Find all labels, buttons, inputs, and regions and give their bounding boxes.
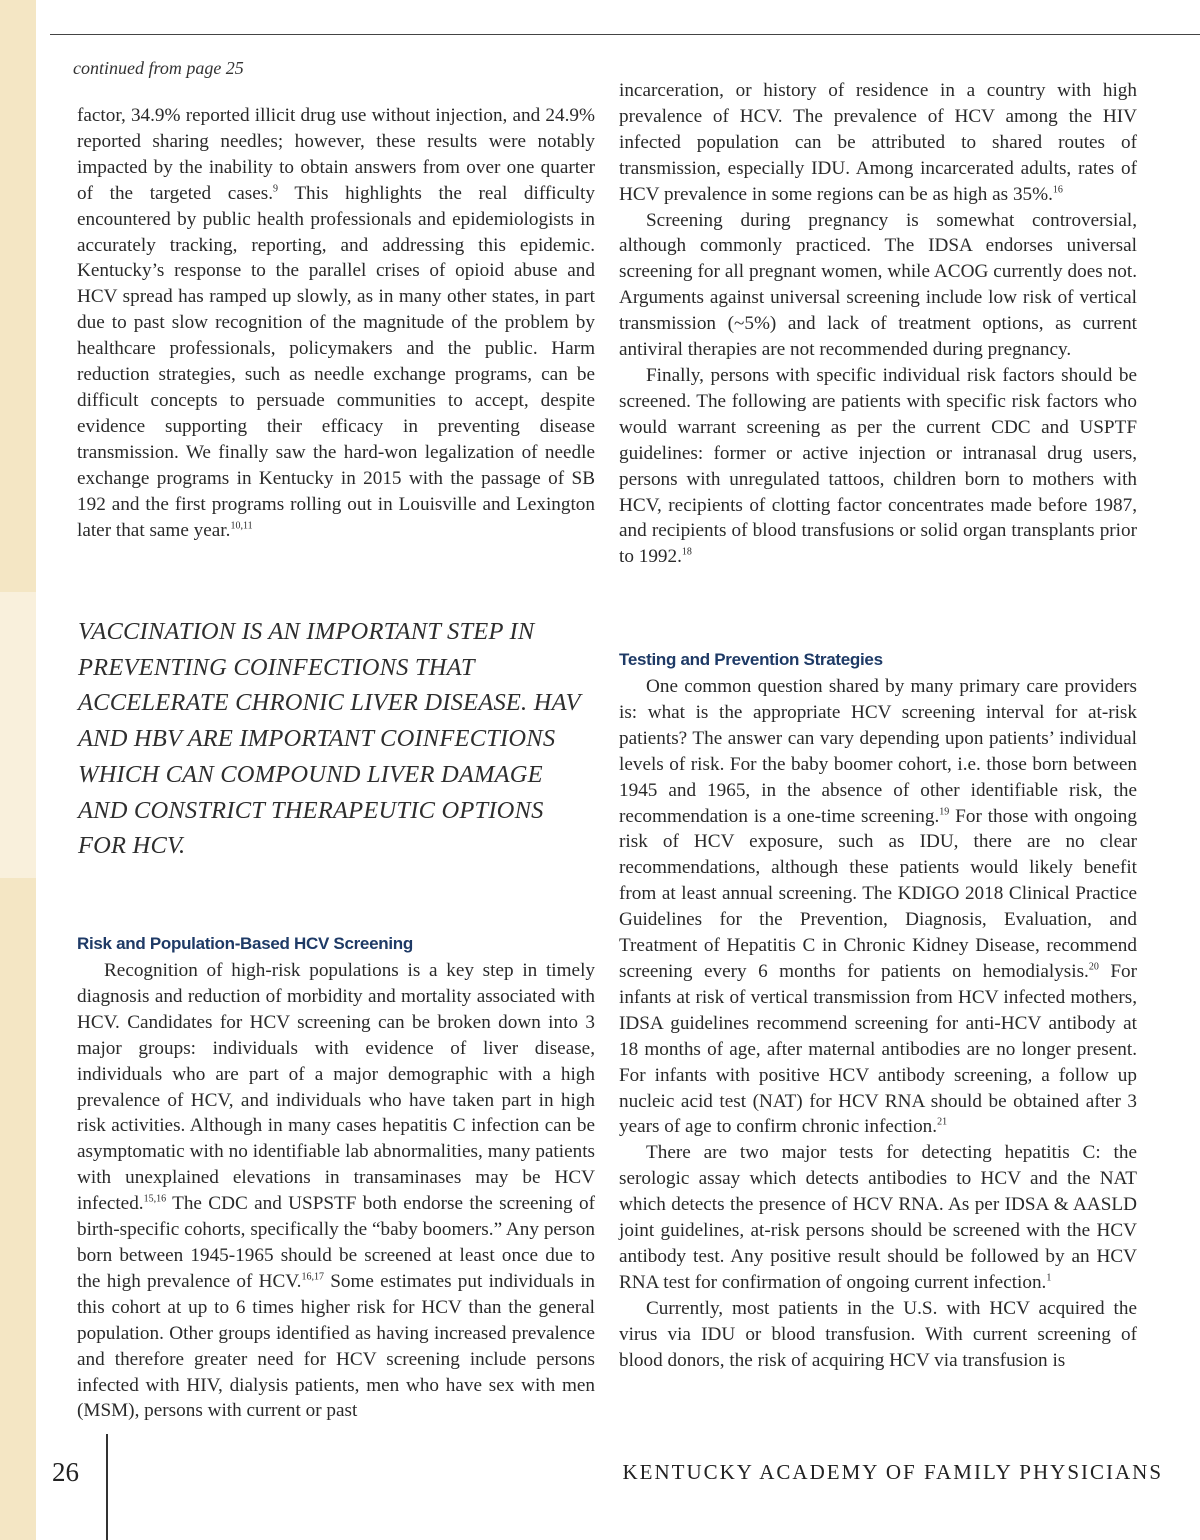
citation: 1 — [1046, 1272, 1052, 1284]
right-paragraph-1: incarceration, or history of residence in a country with high prevalence of HCV. The prevalence of HCV among the HIV infected population can be attributed to shared routes of transmission, especially IDU. Among incarcerated adults, rates of HCV prevalence in some regions can be as high as 35%.$^{16}$ — [619, 80, 1137, 205]
citation: 19 — [939, 806, 950, 818]
left-column-bottom — [77, 958, 595, 1424]
header-rule — [50, 34, 1200, 35]
right-paragraph-3: Finally, persons with specific individual risk factors should be screened. The following are patients with specific risk factors who would warrant screening as per the current CDC and USPTF guidelines: former or active injection or intranasal drug users, persons with unregulated tattoos, children born to mothers with HCV, recipients of clotting factor concentrates made before 1987, and recipients of blood transfusions or solid organ transplants prior to 1992.18 — [619, 364, 1137, 568]
citation: 21 — [937, 1117, 948, 1129]
right-paragraph-4: One common question shared by many primary care providers is: what is the appropriate HCV screening interval for at-risk patients? The answer can vary depending upon patients’ individual levels of risk. For the baby boomer cohort, i.e. those born between 1945 and 1965, in the absence of other identifiable risk, the recommendation is a one-time screening.$^{19}$ For those with ongoing risk of HCV exposure, such as IDU, there are no clear recommendations, although these patients would likely benefit from at least annual screening. The KDIGO 2018 Clinical Practice Guidelines for the Prevention, Diagnosis, Evaluation, and Treatment of Hepatitis C in Chronic Kidney Disease, recommend screening every 6 months for patients on hemodialysis.$^{20}$ For infants at risk of vertical transmission from HCV infected mothers, IDSA guidelines recommend screening for anti-HCV antibody at 18 months of age, after maternal antibodies are no longer present. For infants with positive HCV antibody screening, a follow up nucleic acid test (NAT) for HCV RNA should be obtained after 3 years of age to confirm chronic infection.$^{21}$ — [619, 676, 1137, 1138]
continued-note: continued from page 25 — [73, 58, 244, 78]
margin-band-bottom — [0, 878, 36, 1540]
citation: 16 — [1052, 184, 1063, 196]
citation: 10,11 — [230, 520, 253, 532]
citation: 20 — [1088, 961, 1099, 973]
right-paragraph-6: Currently, most patients in the U.S. with HCV acquired the virus via IDU or blood transfusion. With current screening of blood donors, the risk of acquiring HCV via transfusion is — [619, 1297, 1137, 1371]
publication-title: KENTUCKY ACADEMY OF FAMILY PHYSICIANS — [622, 1460, 1163, 1484]
right-paragraph-2: Screening during pregnancy is somewhat controversial, although commonly practiced. The IDSA endorses universal screening for all pregnant women, while ACOG currently does not. Arguments against universal screening include low risk of vertical transmission (~5%) and lack of treatment options, as current antiviral therapies are not recommended during pregnancy. — [619, 209, 1137, 361]
footer-divider — [106, 1434, 108, 1540]
margin-band-middle — [0, 592, 36, 878]
pull-quote: VACCINATION IS AN IMPORTANT STEP IN PREVENTING COINFECTIONS THAT ACCELERATE CHRONIC LIVER DISEASE. HAV AND HBV ARE IMPORTANT COINFECTIONS WHICH CAN COMPOUND LIVER DAMAGE AND CONSTRICT THERAPEUTIC OPTIONS FOR HCV. — [78, 618, 581, 860]
left-paragraph-1: factor, 34.9% reported illicit drug use without injection, and 24.9% reported sharing needles; however, these results were notably impacted by the inability to obtain answers from over one quarter of the targeted cases.$^9$ This highlights the real difficulty encountered by public health professionals and epidemiologists in accurately tracking, reporting, and addressing this epidemic. Kentucky’s response to the parallel crises of opioid abuse and HCV spread has ramped up slowly, as in many other states, in part due to past slow recognition of the magnitude of the problem by healthcare professionals, policymakers and the public. Harm reduction strategies, such as needle exchange programs, can be difficult concepts to persuade communities to accept, despite evidence supporting their efficacy in preventing disease transmission. We finally saw the hard-won legalization of needle exchange programs in Kentucky in 2015 with the passage of SB 192 and the first programs rolling out in Louisville and Lexington later that same year.$^{10,11}$ — [77, 105, 595, 541]
right-column-top — [619, 78, 1137, 570]
citation: 9 — [273, 183, 279, 195]
citation: 15,16 — [143, 1193, 167, 1205]
citation: 16,17 — [301, 1271, 324, 1283]
section-heading-risk: Risk and Population-Based HCV Screening — [77, 934, 413, 953]
right-paragraph-5: There are two major tests for detecting hepatitis C: the serologic assay which detects antibodies to HCV and the NAT which detects the presence of HCV RNA. As per IDSA & AASLD joint guidelines, at-risk persons should be screened with the HCV antibody test. Any positive result should be followed by an HCV RNA test for confirmation of ongoing current infection.$^1$ — [619, 1142, 1137, 1293]
section-heading-testing: Testing and Prevention Strategies — [619, 650, 883, 669]
page-number: 26 — [52, 1457, 79, 1487]
margin-band-top — [0, 0, 36, 592]
right-column-bottom — [619, 674, 1137, 1373]
citation: 18 — [681, 546, 692, 558]
left-paragraph-2: Recognition of high-risk populations is a key step in timely diagnosis and reduction of morbidity and mortality associated with HCV. Candidates for HCV screening can be broken down into 3 major groups: individuals with evidence of liver disease, individuals who are part of a major demographic with a high prevalence of HCV, and individuals who have taken part in high risk activities. Although in many cases hepatitis C infection can be asymptomatic with no identifiable lab abnormalities, many patients with unexplained elevations in transaminases may be HCV infected.$^{15,16}$ The CDC and USPSTF both endorse the screening of birth-specific cohorts, specifically the “baby boomers.” Any person born between 1945-1965 should be screened at least once due to the high prevalence of HCV.$^{16,17}$ Some estimates put individuals in this cohort at up to 6 times higher risk for HCV than the general population. Other groups identified as having increased prevalence and therefore greater need for HCV screening include persons infected with HIV, dialysis patients, men who have sex with men (MSM), persons with current or past — [77, 960, 596, 1422]
left-column-top — [77, 103, 595, 543]
